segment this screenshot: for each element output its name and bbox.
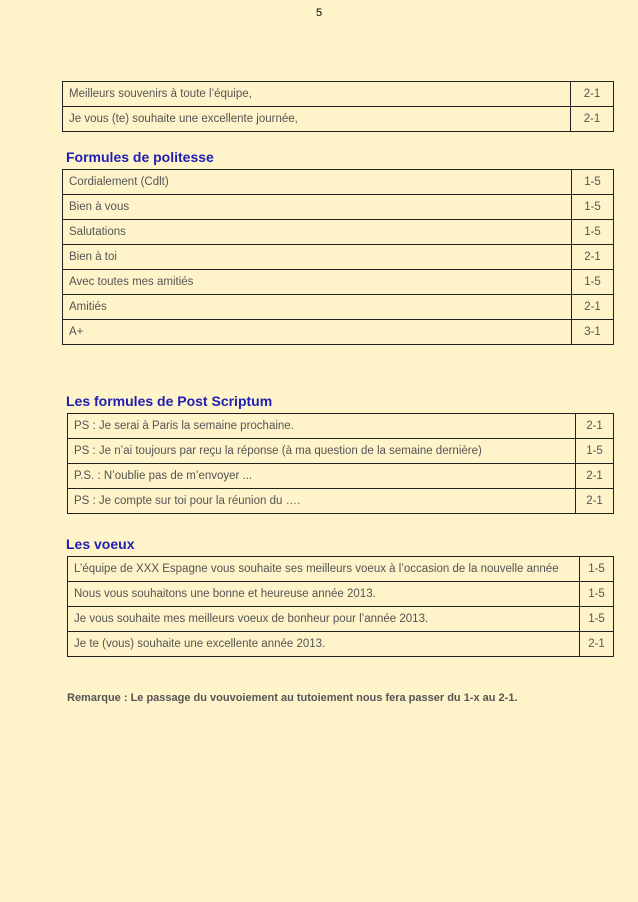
- politeness-table: [62, 169, 614, 345]
- code-cell: 2-1: [572, 295, 614, 320]
- table-row: [63, 245, 614, 270]
- table-row: [68, 439, 614, 464]
- table-row: [63, 220, 614, 245]
- page-number: 5: [315, 7, 323, 19]
- code-cell: 1-5: [572, 195, 614, 220]
- phrase-cell: A+: [63, 320, 572, 345]
- table-row: [68, 582, 614, 607]
- code-cell: 2-1: [571, 107, 614, 132]
- table-row: [63, 295, 614, 320]
- closing-table: [62, 81, 614, 132]
- table-row: [68, 632, 614, 657]
- code-cell: 1-5: [572, 170, 614, 195]
- phrase-cell: Je te (vous) souhaite une excellente année 2013.: [68, 632, 580, 657]
- code-cell: 2-1: [571, 82, 614, 107]
- table-row: [63, 320, 614, 345]
- code-cell: 3-1: [572, 320, 614, 345]
- phrase-cell: P.S. : N’oublie pas de m’envoyer ...: [68, 464, 576, 489]
- code-cell: 2-1: [580, 632, 614, 657]
- phrase-cell: PS : Je serai à Paris la semaine prochaine.: [68, 414, 576, 439]
- code-cell: 1-5: [576, 439, 614, 464]
- post-scriptum-heading: Les formules de Post Scriptum: [66, 393, 273, 409]
- remark-note: Remarque : Le passage du vouvoiement au tutoiement nous fera passer du 1-x au 2-1.: [67, 692, 518, 704]
- phrase-cell: Avec toutes mes amitiés: [63, 270, 572, 295]
- phrase-cell: PS : Je n’ai toujours par reçu la réponse (à ma question de la semaine dernière): [68, 439, 576, 464]
- code-cell: 2-1: [576, 464, 614, 489]
- phrase-cell: Bien à vous: [63, 195, 572, 220]
- table-row: [68, 489, 614, 514]
- post-scriptum-table: [67, 413, 614, 514]
- phrase-cell: Amitiés: [63, 295, 572, 320]
- code-cell: 2-1: [576, 414, 614, 439]
- code-cell: 1-5: [572, 270, 614, 295]
- table-row: [63, 170, 614, 195]
- phrase-cell: Je vous (te) souhaite une excellente journée,: [63, 107, 571, 132]
- wishes-heading: Les voeux: [66, 536, 135, 552]
- code-cell: 1-5: [580, 607, 614, 632]
- table-row: [68, 607, 614, 632]
- table-row: [63, 82, 614, 107]
- table-row: [63, 270, 614, 295]
- table-row: [68, 414, 614, 439]
- code-cell: 2-1: [572, 245, 614, 270]
- table-row: [68, 464, 614, 489]
- phrase-cell: PS : Je compte sur toi pour la réunion du ….: [68, 489, 576, 514]
- table-row: [63, 107, 614, 132]
- code-cell: 2-1: [576, 489, 614, 514]
- phrase-cell: L’équipe de XXX Espagne vous souhaite ses meilleurs voeux à l’occasion de la nouvelle année: [68, 557, 580, 582]
- phrase-cell: Bien à toi: [63, 245, 572, 270]
- politeness-heading: Formules de politesse: [66, 149, 214, 165]
- phrase-cell: Nous vous souhaitons une bonne et heureuse année 2013.: [68, 582, 580, 607]
- wishes-table: [67, 556, 614, 657]
- code-cell: 1-5: [580, 582, 614, 607]
- phrase-cell: Meilleurs souvenirs à toute l’équipe,: [63, 82, 571, 107]
- phrase-cell: Salutations: [63, 220, 572, 245]
- table-row: [63, 195, 614, 220]
- code-cell: 1-5: [572, 220, 614, 245]
- code-cell: 1-5: [580, 557, 614, 582]
- table-row: [68, 557, 614, 582]
- phrase-cell: Je vous souhaite mes meilleurs voeux de bonheur pour l’année 2013.: [68, 607, 580, 632]
- phrase-cell: Cordialement (Cdlt): [63, 170, 572, 195]
